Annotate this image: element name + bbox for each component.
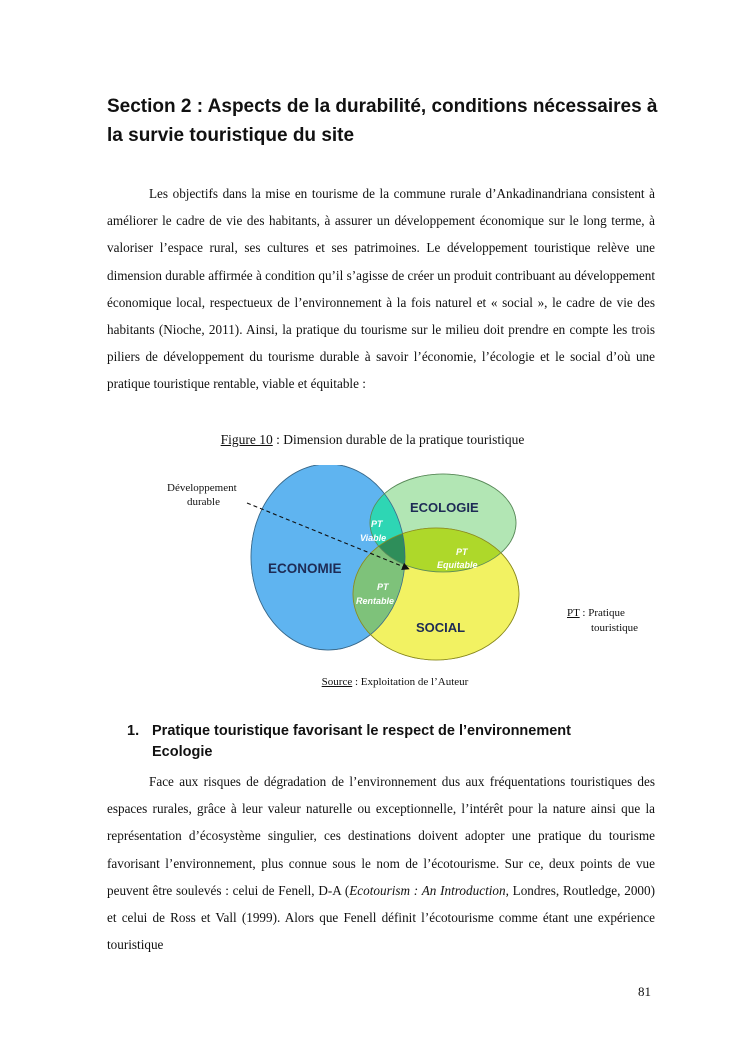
ecologie-label: ECOLOGIE <box>410 500 479 515</box>
subsection-title-line1: Pratique touristique favorisant le respect de l’environnement <box>152 723 571 739</box>
pt-note-line2: touristique <box>591 622 639 634</box>
source-text: : Exploitation de l’Auteur <box>352 676 469 688</box>
equitable-pt-label: PT <box>456 547 468 557</box>
intro-paragraph: Les objectifs dans la mise en tourisme de la commune rurale d’Ankadinandriana consistent à améliorer le cadre de vie des habitants, à assurer un développement économique sur le long terme, à valoriser l’espace rural, ses cultures et ses patrimoines. Le développement touristique relève une dimension durable affirmée à condition qu’il s’agisse de créer un produit contribuant au développement économique local, respectueux de l’environnement à la fois naturel et « social », le cadre de vie des habitants (Nioche, 2011). Ainsi, la pratique du tourisme sur le milieu doit prendre en compte les trois piliers de développement du tourisme durable à savoir l’économie, l’écologie et le social d’où une pratique touristique rentable, viable et équitable : <box>107 186 655 392</box>
figure-label: Figure 10 <box>220 432 273 447</box>
venn-diagram <box>160 465 660 675</box>
subsection-title-line2: Ecologie <box>152 744 213 760</box>
source-label: Source <box>321 676 353 688</box>
figure-source <box>0 676 745 688</box>
page-number: 81 <box>638 984 651 999</box>
viable-pt-label: PT <box>371 519 383 529</box>
pt-note-line1: : Pratique <box>579 607 625 619</box>
paragraph2-text: Face aux risques de dégradation de l’environnement dus aux fréquentations touristiques des espaces rurales, grâce à leur valeur naturelle ou exceptionnelle, l’intérêt pour la nature ainsi que la représentation d’écosystème singulier, ces destinations doivent adopter une pratique du tourisme favorisant l’environnement, plus connue sous le nom de l’écotourisme. Sur ce, deux points de vue peuvent être soulevés : celui de Fenell, D-A <box>107 774 655 898</box>
pointer-label-line1: Développement <box>167 482 237 494</box>
body-paragraph: Face aux risques de dégradation de l’environnement dus aux fréquentations touristiques des espaces rurales, grâce à leur valeur naturelle ou exceptionnelle, l’intérêt pour la nature ainsi que la représentation d’écosystème singulier, ces destinations doivent adopter une pratique du tourisme favorisant l’environnement, plus connue sous le nom de l’écotourisme. Sur ce, deux points de vue peuvent être soulevés : celui de Fenell, D-A (Ecotourism : An Introduction, Londres, Routledge, 2000) et celui de Ross et Vall (1999). Alors que Fenell définit l’écotourisme comme étant une expérience touristique <box>107 774 655 953</box>
figure-caption <box>0 432 745 448</box>
rentable-label: Rentable <box>356 596 395 606</box>
rentable-pt-label: PT <box>377 582 389 592</box>
economie-label: ECONOMIE <box>268 561 342 576</box>
viable-label: Viable <box>360 533 387 543</box>
figure-caption-text: : Dimension durable de la pratique touristique <box>272 432 525 447</box>
pointer-label-line2: durable <box>187 496 220 508</box>
pt-note <box>567 606 638 636</box>
subsection-heading <box>127 721 667 763</box>
paragraph2-tail: , Londres, Routledge, 2000) et celui de Ross et Vall (1999). Alors que Fenell définit l’écotourisme comme étant une expérience touristique <box>107 882 655 953</box>
book-title: Ecotourism : An Introduction <box>349 882 506 898</box>
equitable-label: Equitable <box>437 560 478 570</box>
subsection-number: 1. <box>127 723 140 739</box>
social-label: SOCIAL <box>416 620 466 635</box>
pt-note-label: PT <box>567 607 580 619</box>
section-title: Section 2 : Aspects de la durabilité, conditions nécessaires à la survie touristique du site <box>107 96 658 146</box>
